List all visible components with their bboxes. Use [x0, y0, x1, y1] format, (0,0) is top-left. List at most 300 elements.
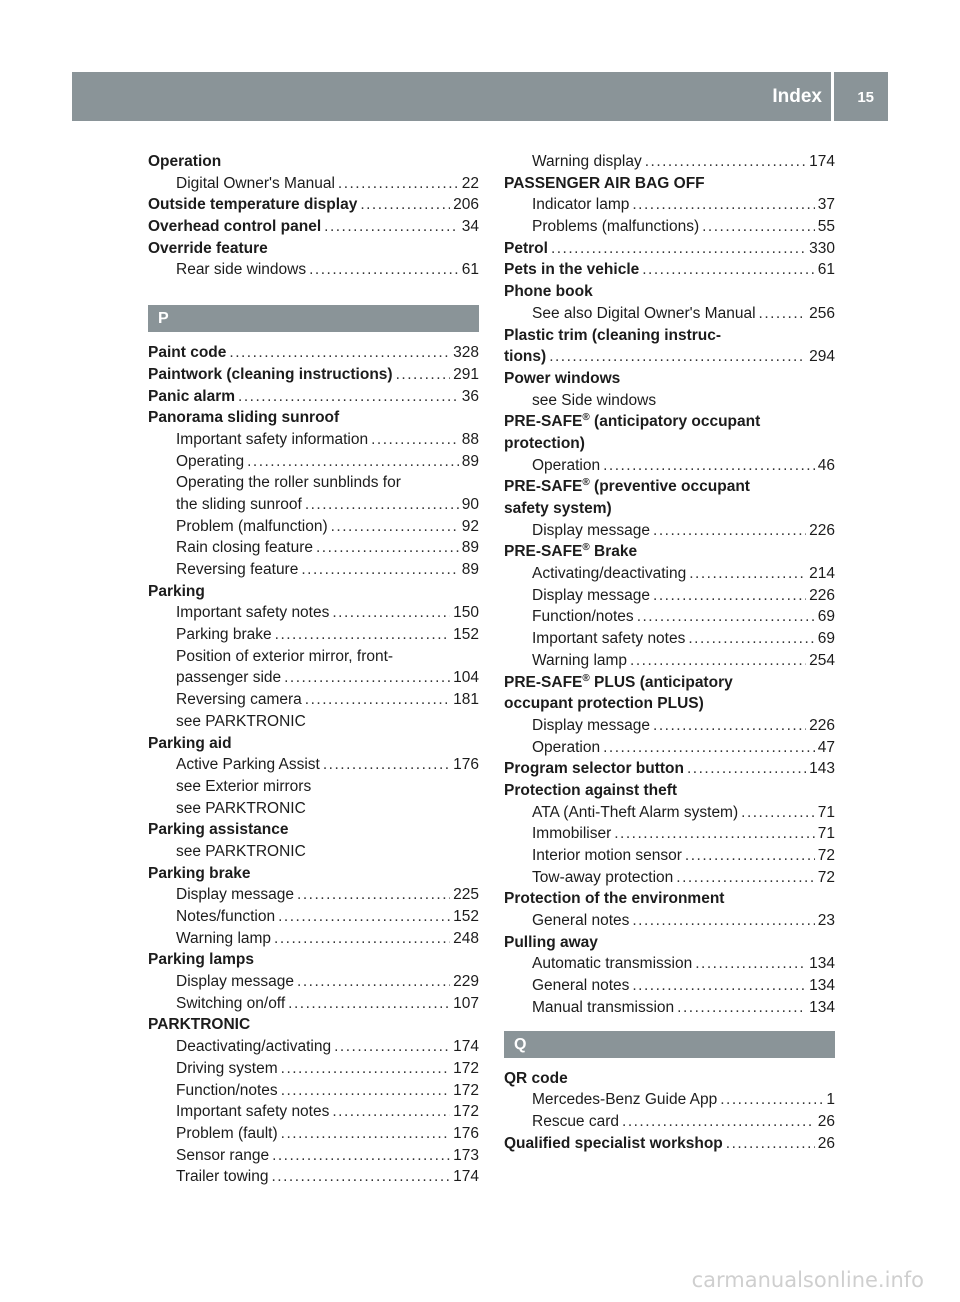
index-entry — [504, 281, 835, 303]
index-entry — [148, 733, 479, 755]
dot-leader — [305, 494, 459, 516]
dot-leader — [316, 537, 459, 559]
entry-term: Paintwork (cleaning instructions) — [148, 365, 393, 383]
page-reference[interactable]: 37 — [817, 196, 835, 214]
index-subentry[interactable] — [504, 823, 835, 845]
index-subentry[interactable] — [504, 802, 835, 824]
entry-term: Phone book — [504, 283, 593, 301]
subentry-term: Problem (fault) — [176, 1124, 278, 1142]
subentry-term: Display message — [532, 716, 651, 734]
page-reference[interactable]: 176 — [453, 1124, 479, 1142]
entry-term: PRE-SAFE — [504, 478, 583, 496]
entry-term: Overhead control panel — [148, 218, 322, 236]
page-reference[interactable]: 152 — [453, 908, 479, 925]
subentry-term: Active Parking Assist — [176, 756, 320, 774]
dot-leader — [297, 884, 450, 906]
index-subentry[interactable] — [504, 1111, 835, 1133]
dot-leader — [759, 303, 807, 325]
page-reference[interactable]: 174 — [453, 1038, 479, 1056]
page-reference[interactable]: 134 — [809, 977, 835, 995]
subentry-term: Trailer towing — [176, 1168, 269, 1186]
subentry-term: Mercedes-Benz Guide App — [532, 1091, 718, 1109]
entry-term-continued: PLUS (anticipatory — [589, 673, 733, 691]
index-subentry[interactable] — [148, 559, 479, 581]
page-reference[interactable]: 328 — [453, 344, 479, 362]
page-header — [72, 72, 888, 121]
page-reference[interactable]: 172 — [453, 1081, 479, 1099]
index-entry — [504, 541, 835, 563]
dot-leader — [305, 689, 450, 711]
subentry-term: Switching on/off — [176, 994, 286, 1012]
index-subentry[interactable] — [504, 953, 835, 975]
dot-leader — [309, 259, 459, 281]
dot-leader — [637, 606, 815, 628]
subentry-term: Problems (malfunctions) — [532, 218, 700, 236]
index-subentry — [148, 776, 479, 798]
index-entry — [504, 325, 835, 347]
page-reference[interactable]: 26 — [817, 1134, 835, 1152]
page-reference[interactable]: 291 — [453, 365, 479, 383]
index-subentry[interactable] — [504, 845, 835, 867]
index-entry[interactable] — [148, 364, 479, 386]
dot-leader — [229, 342, 450, 364]
subentry-term: Important safety notes — [176, 1103, 330, 1121]
registered-mark: ® — [582, 477, 590, 489]
index-subentry[interactable] — [148, 906, 479, 928]
dot-leader — [653, 520, 806, 542]
page-reference[interactable]: 206 — [453, 196, 479, 214]
index-subentry[interactable] — [504, 194, 835, 216]
watermark: carmanualsonline.info — [691, 1268, 924, 1292]
index-entry — [504, 476, 835, 498]
index-subentry[interactable] — [148, 754, 479, 776]
index-subentry[interactable] — [148, 624, 479, 646]
entry-term-continued: (preventive occupant — [589, 478, 750, 496]
page-reference[interactable]: 89 — [461, 539, 479, 557]
entry-term: Pulling away — [504, 933, 598, 951]
subentry-term: Position of exterior mirror, front- — [176, 647, 394, 665]
subentry-term: ATA (Anti-Theft Alarm system) — [532, 803, 739, 821]
index-subentry[interactable] — [148, 1101, 479, 1123]
subentry-term: Problem (malfunction) — [176, 517, 328, 535]
page-reference[interactable]: 254 — [809, 651, 835, 669]
page-reference[interactable]: 23 — [817, 912, 835, 930]
entry-term: Qualified specialist workshop — [504, 1134, 723, 1152]
index-subentry[interactable] — [148, 1036, 479, 1058]
index-subentry[interactable] — [504, 563, 835, 585]
subentry-term: Function/notes — [532, 608, 634, 626]
entry-term: Pets in the vehicle — [504, 261, 640, 279]
page-reference[interactable]: 150 — [453, 604, 479, 622]
dot-leader — [603, 737, 815, 759]
dot-leader — [632, 975, 806, 997]
entry-term: PARKTRONIC — [148, 1016, 251, 1034]
subentry-term: Rear side windows — [176, 261, 307, 279]
page-reference[interactable]: 71 — [817, 825, 835, 843]
page-reference[interactable]: 256 — [809, 304, 835, 322]
entry-term: Parking brake — [148, 864, 251, 882]
entry-term: Petrol — [504, 239, 548, 257]
dot-leader — [642, 259, 815, 281]
subentry-term: Display message — [176, 886, 295, 904]
entry-term: Program selector button — [504, 760, 684, 778]
entry-term: PASSENGER AIR BAG OFF — [504, 174, 705, 192]
subentry-term: Rain closing feature — [176, 539, 313, 557]
index-entry[interactable] — [504, 238, 835, 260]
page-reference[interactable]: 225 — [453, 886, 479, 904]
index-entry — [504, 1068, 835, 1090]
index-subentry[interactable] — [148, 667, 479, 689]
dot-leader — [288, 993, 450, 1015]
index-subentry — [148, 711, 479, 733]
entry-term: Parking — [148, 582, 205, 600]
dot-leader — [653, 585, 806, 607]
index-entry[interactable] — [148, 194, 479, 216]
index-subentry[interactable] — [504, 737, 835, 759]
index-entry[interactable] — [504, 259, 835, 281]
index-subentry[interactable] — [148, 993, 479, 1015]
registered-mark: ® — [582, 412, 590, 424]
index-subentry[interactable] — [504, 303, 835, 325]
index-entry — [148, 238, 479, 260]
index-entry[interactable] — [148, 216, 479, 238]
page-reference[interactable]: 61 — [817, 261, 835, 279]
page-reference[interactable]: 34 — [461, 218, 479, 236]
index-entry — [504, 411, 835, 433]
entry-term: Panic alarm — [148, 387, 236, 405]
dot-leader — [695, 953, 806, 975]
page-reference[interactable]: 72 — [817, 868, 835, 886]
subentry-term: Sensor range — [176, 1146, 270, 1164]
page-reference[interactable]: 90 — [461, 495, 479, 513]
index-subentry[interactable] — [504, 1089, 835, 1111]
page-reference[interactable]: 172 — [453, 1103, 479, 1121]
index-subentry[interactable] — [504, 216, 835, 238]
page-reference[interactable]: 143 — [809, 760, 835, 778]
index-subentry — [504, 390, 835, 412]
index-entry[interactable] — [148, 386, 479, 408]
entry-term: Protection against theft — [504, 781, 678, 799]
index-subentry[interactable] — [504, 151, 835, 173]
page-reference[interactable]: 88 — [461, 430, 479, 448]
subentry-term: Digital Owner's Manual — [176, 174, 335, 192]
page-reference[interactable]: 89 — [461, 452, 479, 470]
page-reference[interactable]: 92 — [461, 517, 479, 535]
dot-leader — [702, 216, 815, 238]
dot-leader — [274, 928, 450, 950]
index-entry — [148, 949, 479, 971]
page-reference[interactable]: 134 — [809, 998, 835, 1016]
dot-leader — [630, 650, 806, 672]
page-reference[interactable]: 26 — [817, 1112, 835, 1130]
subentry-term: Warning lamp — [532, 651, 628, 669]
index-subentry[interactable] — [504, 606, 835, 628]
subentry-term: see PARKTRONIC — [176, 712, 306, 730]
dot-leader — [603, 455, 815, 477]
index-subentry[interactable] — [504, 628, 835, 650]
dot-leader — [720, 1089, 823, 1111]
dot-leader — [396, 364, 451, 386]
entry-term: Panorama sliding sunroof — [148, 409, 340, 427]
subentry-term: passenger side — [176, 669, 282, 687]
dot-leader — [632, 194, 814, 216]
subentry-term: Function/notes — [176, 1081, 278, 1099]
entry-term: tions) — [504, 348, 547, 366]
index-subentry[interactable] — [148, 173, 479, 195]
dot-leader — [741, 802, 815, 824]
index-subentry[interactable] — [504, 997, 835, 1019]
subentry-term: Indicator lamp — [532, 196, 630, 214]
dot-leader — [645, 151, 806, 173]
index-letter-heading: P — [148, 305, 479, 332]
index-subentry[interactable] — [148, 884, 479, 906]
subentry-term: see PARKTRONIC — [176, 799, 306, 817]
dot-leader — [551, 238, 806, 260]
dot-leader — [334, 1036, 450, 1058]
subentry-term: Display message — [532, 586, 651, 604]
page-reference[interactable]: 226 — [809, 586, 835, 604]
page-number: 15 — [857, 89, 874, 106]
index-entry — [148, 1014, 479, 1036]
index-entry — [504, 888, 835, 910]
page-reference[interactable]: 174 — [809, 153, 835, 170]
index-entry — [504, 932, 835, 954]
index-entry[interactable] — [504, 758, 835, 780]
page-reference[interactable]: 173 — [453, 1146, 479, 1164]
page-reference[interactable]: 89 — [461, 561, 479, 578]
dot-leader — [301, 559, 458, 581]
subentry-term: the sliding sunroof — [176, 495, 302, 513]
page-reference[interactable]: 71 — [817, 803, 835, 821]
index-subentry[interactable] — [148, 537, 479, 559]
dot-leader — [676, 867, 814, 889]
registered-mark: ® — [582, 542, 590, 554]
index-entry — [504, 672, 835, 694]
index-subentry[interactable] — [504, 585, 835, 607]
page-reference[interactable]: 172 — [453, 1059, 479, 1077]
dot-leader — [278, 906, 450, 928]
dot-leader — [653, 715, 806, 737]
index-entry — [148, 863, 479, 885]
index-subentry[interactable] — [148, 1080, 479, 1102]
subentry-term: Immobiliser — [532, 825, 612, 843]
subentry-term: Display message — [176, 973, 295, 991]
index-entry — [504, 693, 835, 715]
index-subentry — [148, 798, 479, 820]
entry-term: PRE-SAFE — [504, 413, 583, 431]
index-subentry — [148, 646, 479, 668]
page-reference[interactable]: 134 — [809, 955, 835, 973]
page-reference[interactable]: 69 — [817, 608, 835, 626]
subentry-term: Manual transmission — [532, 998, 675, 1016]
index-subentry[interactable] — [148, 928, 479, 950]
index-entry[interactable] — [504, 346, 835, 368]
dot-leader — [622, 1111, 815, 1133]
index-entry — [148, 151, 479, 173]
subentry-term: Driving system — [176, 1059, 278, 1077]
dot-leader — [271, 1166, 450, 1188]
index-subentry[interactable] — [148, 1123, 479, 1145]
dot-leader — [614, 823, 815, 845]
subentry-term: see Exterior mirrors — [176, 777, 312, 795]
page-reference[interactable]: 176 — [453, 756, 479, 774]
subentry-term: Notes/function — [176, 908, 276, 925]
page-reference[interactable]: 47 — [817, 738, 835, 756]
page-reference[interactable]: 294 — [809, 348, 835, 366]
subentry-term: see Side windows — [532, 391, 657, 409]
index-entry — [504, 433, 835, 455]
index-entry — [148, 819, 479, 841]
entry-term: Plastic trim (cleaning instruc- — [504, 326, 722, 344]
index-subentry — [148, 472, 479, 494]
index-subentry[interactable] — [504, 455, 835, 477]
entry-term: PRE-SAFE — [504, 543, 583, 561]
page-reference[interactable]: 181 — [453, 691, 479, 709]
dot-leader — [687, 758, 806, 780]
dot-leader — [371, 429, 459, 451]
entry-term-continued: Brake — [589, 543, 638, 561]
subentry-term: Operating the roller sunblinds for — [176, 474, 401, 492]
entry-term: Outside temperature display — [148, 196, 358, 214]
page-reference[interactable]: 69 — [817, 630, 835, 648]
section-title: Index — [772, 86, 822, 107]
index-subentry[interactable] — [148, 451, 479, 473]
subentry-term: Warning display — [532, 153, 642, 170]
entry-term: Parking aid — [148, 734, 232, 752]
page-reference[interactable]: 36 — [461, 387, 479, 405]
subentry-term: General notes — [532, 912, 630, 930]
dot-leader — [632, 910, 814, 932]
entry-term: Parking assistance — [148, 821, 289, 839]
index-subentry[interactable] — [148, 689, 479, 711]
page-reference[interactable]: 226 — [809, 716, 835, 734]
subentry-term: Important safety notes — [532, 630, 686, 648]
index-entry — [504, 173, 835, 195]
entry-term: Operation — [148, 153, 222, 170]
subentry-term: Interior motion sensor — [532, 847, 682, 864]
dot-leader — [685, 845, 815, 867]
index-subentry[interactable] — [148, 516, 479, 538]
page-reference[interactable]: 104 — [453, 669, 479, 687]
dot-leader — [272, 1145, 450, 1167]
subentry-term: See also Digital Owner's Manual — [532, 304, 756, 322]
dot-leader — [323, 754, 450, 776]
index-subentry[interactable] — [504, 867, 835, 889]
index-entry — [504, 368, 835, 390]
dot-leader — [281, 1058, 450, 1080]
subentry-term: see PARKTRONIC — [176, 842, 306, 860]
index-subentry[interactable] — [148, 1145, 479, 1167]
index-subentry[interactable] — [504, 650, 835, 672]
index-entry — [148, 581, 479, 603]
index-subentry[interactable] — [504, 715, 835, 737]
entry-term: protection) — [504, 434, 585, 452]
index-entry[interactable] — [148, 342, 479, 364]
dot-leader — [360, 194, 450, 216]
entry-term: Power windows — [504, 369, 621, 387]
page-reference[interactable]: 107 — [453, 994, 479, 1012]
entry-term: Override feature — [148, 239, 268, 257]
subentry-term: Deactivating/activating — [176, 1038, 332, 1056]
subentry-term: Operation — [532, 456, 601, 474]
page-reference[interactable]: 72 — [817, 847, 835, 864]
index-entry[interactable] — [504, 1133, 835, 1155]
index-subentry[interactable] — [148, 1058, 479, 1080]
subentry-term: Rescue card — [532, 1112, 620, 1130]
dot-leader — [549, 346, 806, 368]
index-letter-heading: Q — [504, 1031, 835, 1058]
page-reference[interactable]: 226 — [809, 521, 835, 539]
page-reference[interactable]: 1 — [826, 1091, 835, 1109]
dot-leader — [238, 386, 459, 408]
index-subentry[interactable] — [504, 910, 835, 932]
dot-leader — [332, 602, 450, 624]
index-subentry[interactable] — [148, 602, 479, 624]
dot-leader — [297, 971, 450, 993]
subentry-term: Important safety notes — [176, 604, 330, 622]
index-subentry[interactable] — [504, 520, 835, 542]
entry-term: Parking lamps — [148, 951, 254, 969]
page-reference[interactable]: 229 — [453, 973, 479, 991]
subentry-term: Activating/deactivating — [532, 565, 687, 583]
page-reference[interactable]: 61 — [461, 261, 479, 279]
entry-term-continued: (anticipatory occupant — [589, 413, 761, 431]
index-subentry[interactable] — [148, 259, 479, 281]
page-reference[interactable]: 152 — [453, 626, 479, 644]
entry-term: PRE-SAFE — [504, 673, 583, 691]
dot-leader — [689, 563, 806, 585]
index-subentry[interactable] — [148, 429, 479, 451]
index-entry — [504, 498, 835, 520]
page-reference[interactable]: 214 — [809, 565, 835, 583]
dot-leader — [688, 628, 814, 650]
dot-leader — [281, 1123, 450, 1145]
index-entry — [148, 407, 479, 429]
dot-leader — [331, 516, 459, 538]
subentry-term: Operating — [176, 452, 245, 470]
dot-leader — [281, 1080, 450, 1102]
page-reference[interactable]: 330 — [809, 239, 835, 257]
dot-leader — [338, 173, 459, 195]
entry-term: Protection of the environment — [504, 890, 725, 908]
entry-term: Paint code — [148, 344, 227, 362]
entry-term: safety system) — [504, 500, 612, 517]
page-reference[interactable]: 55 — [817, 218, 835, 236]
index-subentry — [148, 841, 479, 863]
index-subentry[interactable] — [148, 971, 479, 993]
entry-term: QR code — [504, 1069, 568, 1087]
subentry-term: Tow-away protection — [532, 868, 674, 886]
index-column-left — [148, 151, 479, 1188]
index-entry — [504, 780, 835, 802]
subentry-term: Operation — [532, 738, 601, 756]
index-subentry[interactable] — [504, 975, 835, 997]
subentry-term: Parking brake — [176, 626, 272, 644]
dot-leader — [275, 624, 450, 646]
subentry-term: Display message — [532, 521, 651, 539]
subentry-term: Warning lamp — [176, 929, 272, 947]
page-reference[interactable]: 248 — [453, 929, 479, 947]
page-reference[interactable]: 22 — [461, 174, 479, 192]
page-reference[interactable]: 174 — [453, 1168, 479, 1186]
page-reference[interactable]: 46 — [817, 456, 835, 474]
subentry-term: Reversing feature — [176, 561, 299, 578]
index-subentry[interactable] — [148, 494, 479, 516]
subentry-term: Reversing camera — [176, 691, 302, 709]
subentry-term: Important safety information — [176, 430, 369, 448]
registered-mark: ® — [582, 672, 590, 684]
index-subentry[interactable] — [148, 1166, 479, 1188]
